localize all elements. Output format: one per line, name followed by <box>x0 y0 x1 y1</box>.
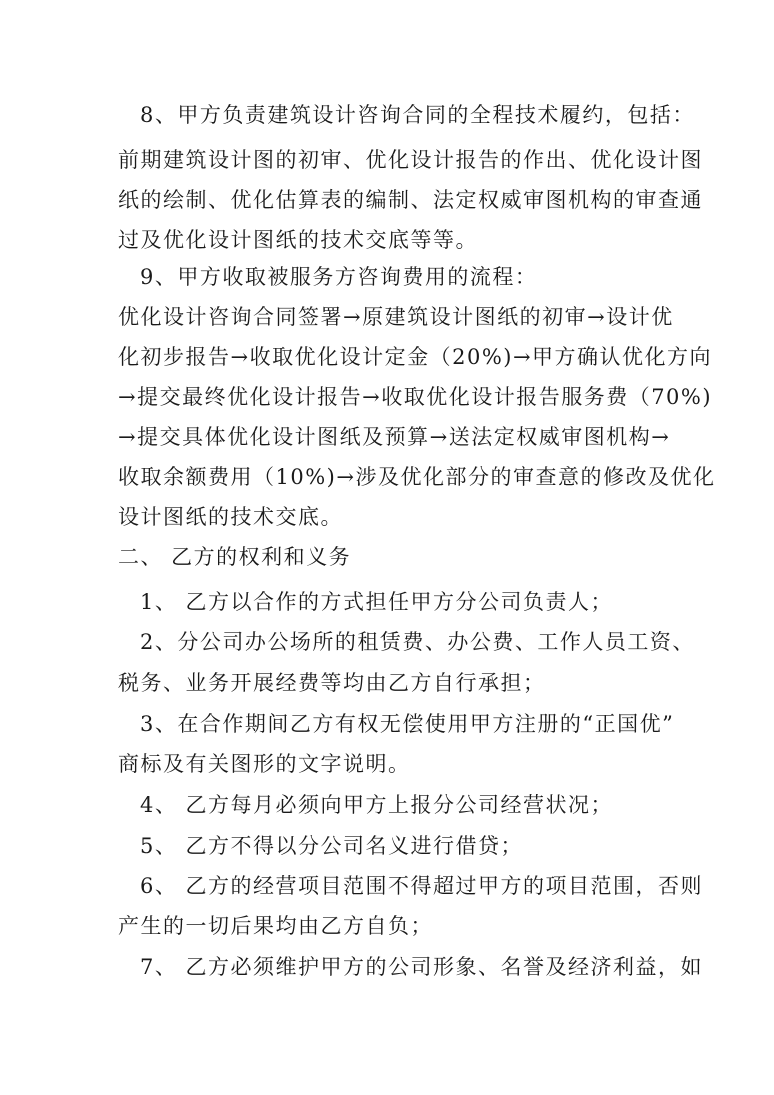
item-8-line-3: 纸的绘制、优化估算表的编制、法定权威审图机构的审查通 <box>118 188 703 212</box>
item-9-line-5: →提交具体优化设计图纸及预算→送法定权威审图机构→ <box>118 425 671 449</box>
item-9-line-1: 9、甲方收取被服务方咨询费用的流程： <box>140 265 538 289</box>
item-8-line-1: 8、甲方负责建筑设计咨询合同的全程技术履约，包括： <box>140 103 695 127</box>
item-b6-line-2: 产生的一切后果均由乙方自负； <box>118 914 433 938</box>
item-b2-line-2: 税务、业务开展经费等均由乙方自行承担； <box>118 671 546 695</box>
item-b1-line-1: 1、 乙方以合作的方式担任甲方分公司负责人； <box>140 590 614 614</box>
item-b3-line-2: 商标及有关图形的文字说明。 <box>118 752 411 776</box>
item-b6-line-1: 6、 乙方的经营项目范围不得超过甲方的项目范围，否则 <box>140 874 704 898</box>
item-9-line-3: 化初步报告→收取优化设计定金（20%)→甲方确认优化方向 <box>118 345 713 369</box>
item-9-line-6: 收取余额费用（10%)→涉及优化部分的审查意的修改及优化 <box>118 465 716 489</box>
item-9-line-2: 优化设计咨询合同签署→原建筑设计图纸的初审→设计优 <box>118 305 674 329</box>
item-b3-line-1: 3、在合作期间乙方有权无偿使用甲方注册的“正国优” <box>140 712 675 736</box>
item-b4-line-1: 4、 乙方每月必须向甲方上报分公司经营状况； <box>140 793 614 817</box>
item-b7-line-1: 7、 乙方必须维护甲方的公司形象、名誉及经济利益，如 <box>140 955 704 979</box>
item-8-line-4: 过及优化设计图纸的技术交底等等。 <box>118 228 478 252</box>
item-9-line-4: →提交最终优化设计报告→收取优化设计报告服务费（70%) <box>118 385 713 409</box>
item-9-line-7: 设计图纸的技术交底。 <box>118 505 343 529</box>
item-8-line-2: 前期建筑设计图的初审、优化设计报告的作出、优化设计图 <box>118 148 703 172</box>
item-b2-line-1: 2、分公司办公场所的租赁费、办公费、工作人员工资、 <box>140 630 695 654</box>
item-b5-line-1: 5、 乙方不得以分公司名义进行借贷； <box>140 834 524 858</box>
section-2-heading: 二、 乙方的权利和义务 <box>118 545 352 569</box>
